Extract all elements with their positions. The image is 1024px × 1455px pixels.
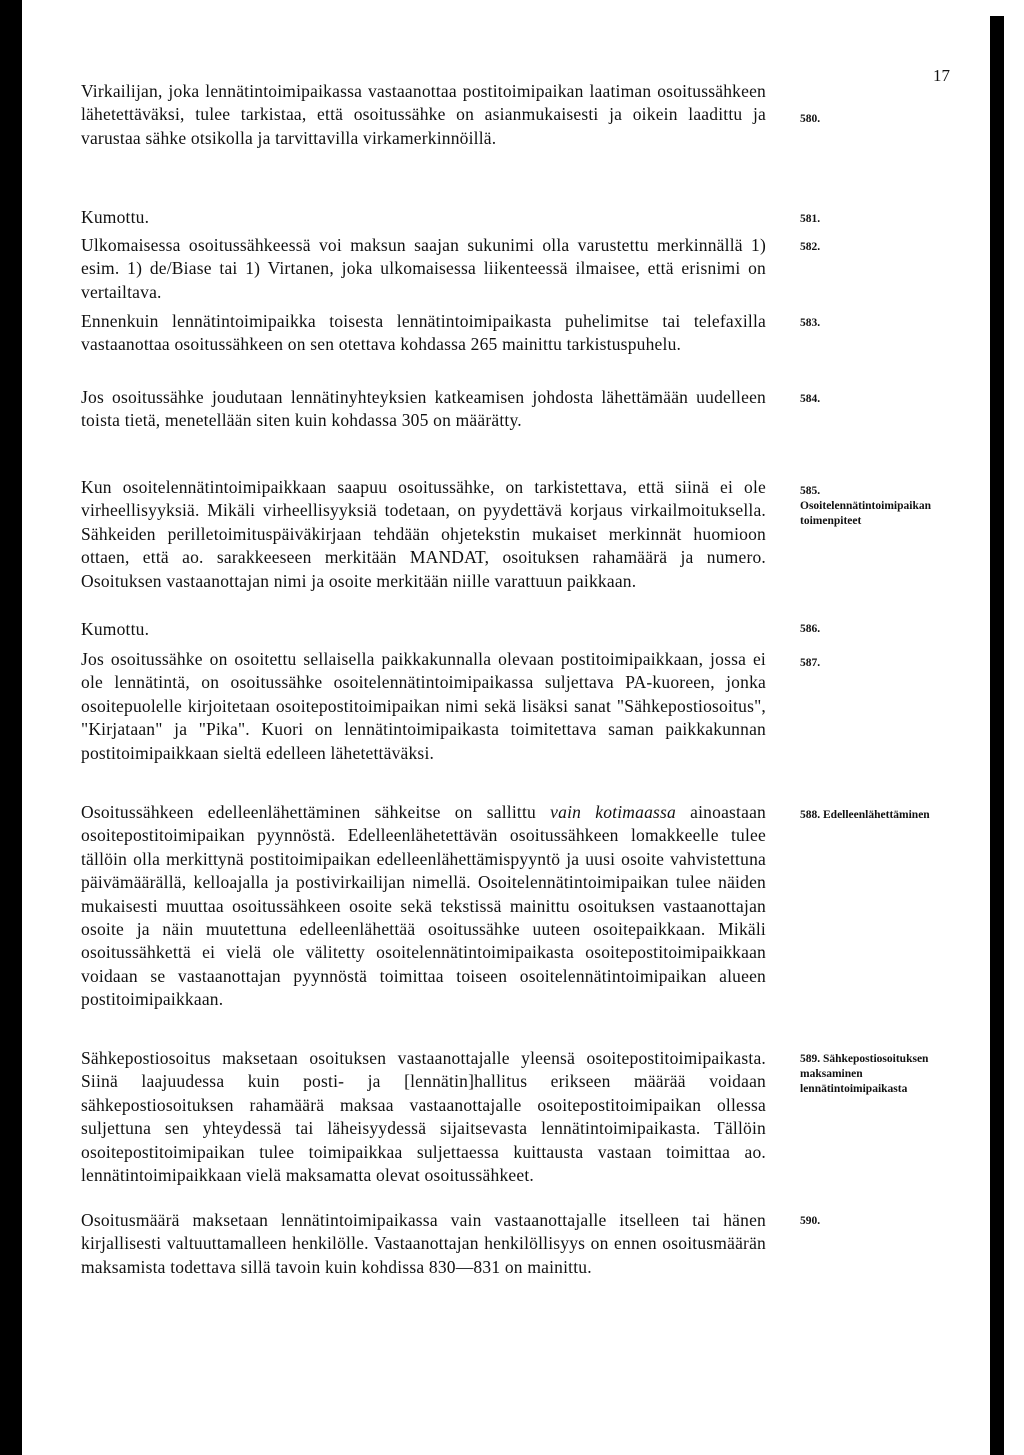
margin-note-586 bbox=[800, 622, 960, 637]
margin-note-582 bbox=[800, 240, 960, 255]
paragraph-text bbox=[81, 801, 766, 1012]
paragraph-text: Jos osoitussähke joudutaan lennätinyhteyksien katkeamisen johdosta lähettämään uudelleen toista tietä, menetellään siten kuin kohdassa 305 on määrätty. bbox=[81, 387, 766, 431]
paragraph-583 bbox=[81, 310, 766, 357]
section-number: 587. bbox=[800, 657, 821, 669]
paragraph-588 bbox=[81, 801, 766, 1012]
margin-note-584 bbox=[800, 392, 960, 407]
margin-note-587 bbox=[800, 656, 960, 671]
section-number: 584. bbox=[800, 393, 821, 405]
paragraph-590 bbox=[81, 1209, 766, 1279]
paragraph-text-part: ainoastaan osoitepostitoimipaikan pyynnöstä. Edelleenlähetettävän osoitussähkeen lomakkeelle tulee tällöin olla merkittynä postitoimipaikan edelleenlähettämispyyntö ja uusi osoite vahvistettuna päivämäärällä, kelloajalla ja postivirkailijan nimellä. Osoitelennätintoimipaikan tulee näiden mukaisesti muuttaa osoitussähkeen osoite sekä tekstissä mainittu osoituksen vastaanottajan osoite ja näin muutettuna edelleenlähettää osoitussähke uuteen osoitepaikkaan. Mikäli osoitussähkettä ei vielä ole välitetty osoitelennätintoimipaikasta osoitepostitoimipaikkaan voidaan se vastaanottajan pyynnöstä toimittaa toiseen osoitelennätintoimipaikan alueen postitoimipaikkaan. bbox=[81, 802, 766, 1010]
margin-note-580 bbox=[800, 112, 960, 127]
margin-note-588 bbox=[800, 808, 950, 823]
paragraph-589 bbox=[81, 1047, 766, 1187]
paragraph-text: Kun osoitelennätintoimipaikkaan saapuu osoitussähke, on tarkistettava, että siinä ei ole virheellisyyksiä. Mikäli virheellisyyksiä todetaan, on pyydettävä korjaus virkailmoituksella. Sähkeiden perilletoimituspäiväkirjaan tehdään ohjetekstin mukaiset merkinnät huomioon ottaen, että ao. sarakkeeseen merkitään MANDAT, osoituksen rahamäärä ja numero. Osoituksen vastaanottajan nimi ja osoite merkitään niille varattuun paikkaan. bbox=[81, 477, 766, 591]
paragraph-text-part: Osoitussähkeen edelleenlähettäminen sähkeitse on sallittu bbox=[81, 802, 536, 822]
section-title: Edelleenlähettäminen bbox=[823, 809, 930, 821]
section-number: 582. bbox=[800, 241, 821, 253]
section-number: 589. bbox=[800, 1053, 821, 1065]
paragraph-582 bbox=[81, 234, 766, 304]
margin-note-585 bbox=[800, 484, 950, 529]
paragraph-581 bbox=[81, 206, 766, 229]
section-number: 586. bbox=[800, 623, 821, 635]
section-title: Osoitelennätintoimipaikan toimenpiteet bbox=[800, 500, 931, 527]
section-number: 590. bbox=[800, 1215, 821, 1227]
section-number: 583. bbox=[800, 317, 821, 329]
paragraph-text: Ulkomaisessa osoitussähkeessä voi maksun saajan sukunimi olla varustettu merkinnällä 1) esim. 1) de/Biase tai 1) Virtanen, joka ulkomaisessa liikenteessä ilmaisee, että erisnimi on vertailtava. bbox=[81, 235, 766, 302]
paragraph-580 bbox=[81, 80, 766, 150]
paragraph-text: Osoitusmäärä maksetaan lennätintoimipaikassa vain vastaanottajalle itselleen tai hänen kirjallisesti valtuuttamalleen henkilölle. Vastaanottajan henkilöllisyys on ennen osoitusmäärän maksamista todettava sillä tavoin kuin kohdissa 830—831 on mainittu. bbox=[81, 1210, 766, 1277]
paragraph-text: Jos osoitussähke on osoitettu sellaisella paikkakunnalla olevaan postitoimipaikkaan, jossa ei ole lennätintä, on osoitussähke osoitelennätintoimipaikassa suljettava PA-kuoreen, jonka osoitepuolelle kirjoitetaan osoitepostitoimipaikan nimi sekä lisäksi sanat "Sähkepostiosoitus", "Kirjataan" ja "Pika". Kuori on lennätintoimipaikasta toimitettava saman paikkakunnan postitoimipaikkaan sieltä edelleen lähetettäväksi. bbox=[81, 649, 766, 763]
section-number: 581. bbox=[800, 213, 821, 225]
section-number: 580. bbox=[800, 113, 821, 125]
paragraph-text: Ennenkuin lennätintoimipaikka toisesta lennätintoimipaikasta puhelimitse tai telefaxilla vastaanottaa osoitussähkeen on sen otettava kohdassa 265 mainittu tarkistuspuhelu. bbox=[81, 311, 766, 355]
margin-note-583 bbox=[800, 316, 960, 331]
scan-border-right bbox=[990, 16, 1004, 1455]
emphasis-text: vain kotimaassa bbox=[550, 802, 676, 822]
paragraph-586 bbox=[81, 618, 766, 641]
margin-note-590 bbox=[800, 1214, 960, 1229]
paragraph-585 bbox=[81, 476, 766, 593]
section-title: Sähkepostiosoituksen maksaminen lennätintoimipaikasta bbox=[800, 1053, 929, 1095]
paragraph-587 bbox=[81, 648, 766, 765]
scan-border-left-inner bbox=[12, 0, 22, 1455]
section-number: 585. bbox=[800, 485, 821, 497]
paragraph-text: Virkailijan, joka lennätintoimipaikassa vastaanottaa postitoimipaikan laatiman osoitussähkeen lähetettäväksi, tulee tarkistaa, että osoitussähke on asianmukaisesti ja oikein laadittu ja varustaa sähke otsikolla ja tarvittavilla virkamerkinnöillä. bbox=[81, 81, 766, 148]
paragraph-text: Sähkepostiosoitus maksetaan osoituksen vastaanottajalle yleensä osoitepostitoimipaikasta. Siinä laajuudessa kuin posti- ja [lennätin]hallitus erikseen määrää voidaan sähkepostiosoituksen rahamäärä maksaa vastaanottajalle osoitepostitoimipaikan ollessa suljettuna sen yhteydessä tai läheisyydessä sijaitsevasta lennätintoimipaikasta. Tällöin osoitepostitoimipaikan tulee toimipaikkaa suljettaessa kuittausta vastaan toimittaa ao. lennätintoimipaikkaan vielä maksamatta olevat osoitussähkeet. bbox=[81, 1048, 766, 1186]
section-number: 588. bbox=[800, 809, 821, 821]
paragraph-584 bbox=[81, 386, 766, 433]
page-number: 17 bbox=[933, 66, 950, 85]
paragraph-text: Kumottu. bbox=[81, 619, 150, 639]
margin-note-589 bbox=[800, 1052, 950, 1097]
paragraph-text: Kumottu. bbox=[81, 207, 150, 227]
margin-note-581 bbox=[800, 212, 960, 227]
scan-border-left bbox=[0, 0, 12, 1455]
